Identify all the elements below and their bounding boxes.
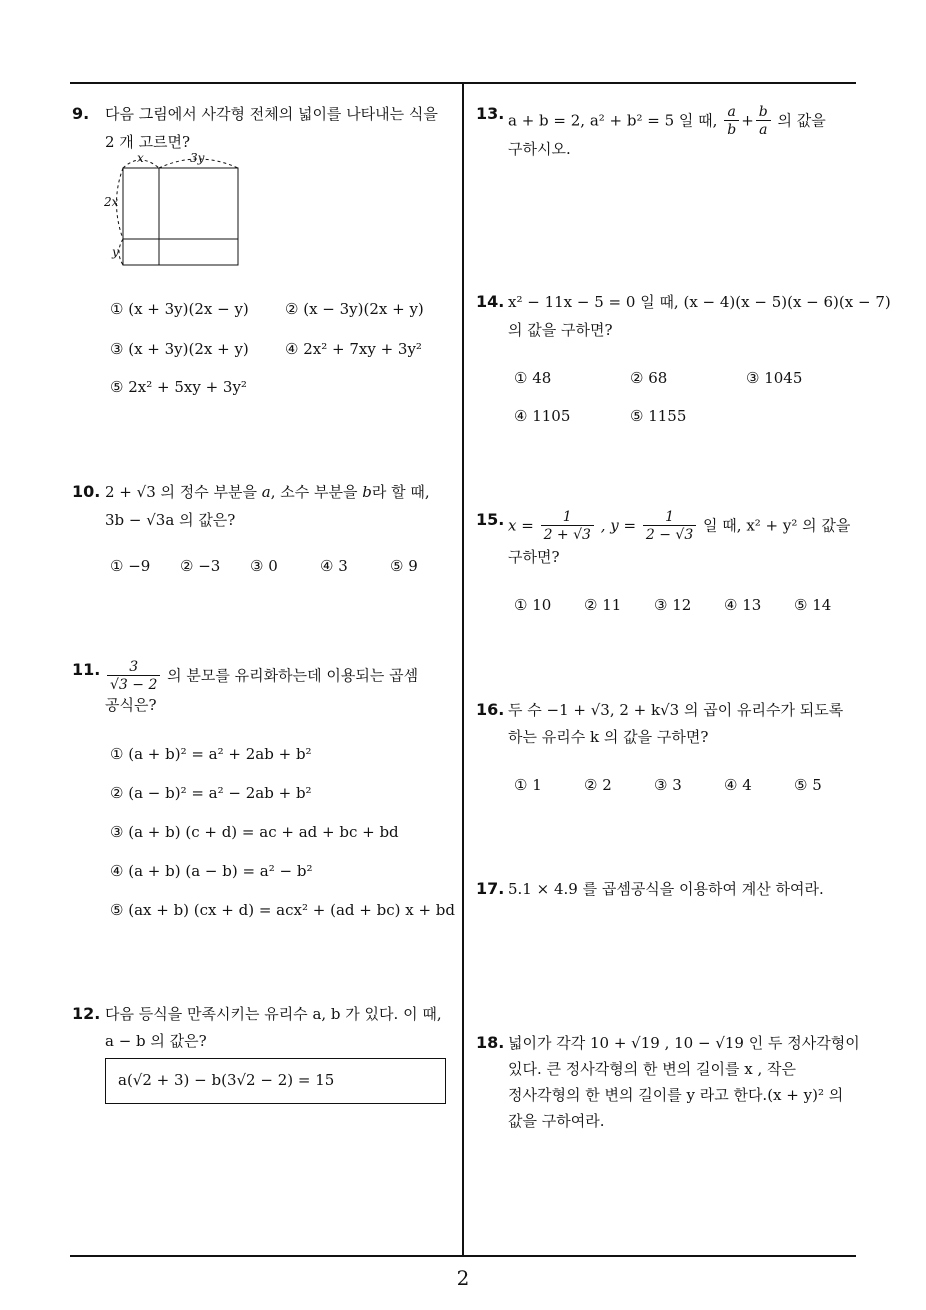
question-number: 18. — [476, 1033, 505, 1052]
choice-5: ⑤ 5 — [794, 776, 822, 794]
text-segment: 일 때, x² + y² 의 값을 — [703, 516, 851, 535]
fraction-denominator: 2 + √3 — [543, 527, 591, 543]
page-number: 2 — [456, 1266, 470, 1290]
question-text-line-2: 구하면? — [508, 548, 560, 566]
question-text-line-4: 값을 구하여라. — [508, 1112, 605, 1130]
question-text-line-2: 공식은? — [105, 696, 157, 714]
variable-a: a — [261, 483, 271, 501]
text-segment: a + b = 2, a² + b² = 5 일 때, — [508, 111, 718, 130]
choice-4: ④ 3 — [320, 557, 348, 575]
fraction-numerator: 1 — [643, 509, 696, 526]
question-text-line-1: 5.1 × 4.9 를 곱셈공식을 이용하여 계산 하여라. — [508, 880, 824, 898]
question-number: 13. — [476, 104, 505, 123]
question-text-line-2: 2 개 고르면? — [105, 133, 191, 151]
rectangle-area-figure — [100, 148, 250, 273]
fraction-y — [643, 509, 696, 544]
choice-3: ③ 0 — [250, 557, 278, 575]
question-text-line-2: 3b − √3a 의 값은? — [105, 511, 236, 529]
choice-4: ④ 13 — [724, 596, 762, 614]
question-number: 15. — [476, 510, 505, 529]
question-number: 17. — [476, 879, 505, 898]
figure-label-2x: 2x — [104, 195, 119, 209]
figure-label-x: x — [137, 151, 144, 165]
question-text-line-2: 하는 유리수 k 의 값을 구하면? — [508, 728, 709, 746]
choice-5: ⑤ (ax + b) (cx + d) = acx² + (ad + bc) x + bd — [110, 901, 455, 919]
choice-2: ② 2 — [584, 776, 612, 794]
choice-3: ③ (a + b) (c + d) = ac + ad + bc + bd — [110, 823, 399, 841]
equation-box — [105, 1058, 446, 1104]
choice-1: ① 48 — [514, 369, 552, 387]
fraction-numerator: 1 — [541, 509, 594, 526]
text-segment: 의 값을 — [777, 111, 826, 130]
choice-5: ⑤ 2x² + 5xy + 3y² — [110, 378, 247, 396]
choice-4: ④ 2x² + 7xy + 3y² — [285, 340, 422, 358]
fraction — [107, 659, 160, 694]
choice-2: ② (a − b)² = a² − 2ab + b² — [110, 784, 312, 802]
choice-5: ⑤ 9 — [390, 557, 418, 575]
variable-b: b — [362, 483, 372, 501]
choice-1: ① (x + 3y)(2x − y) — [110, 300, 249, 318]
text-segment: 의 분모를 유리화하는데 이용되는 곱셈 — [167, 666, 419, 685]
choice-3: ③ 1045 — [746, 369, 803, 387]
plus-sign: + — [741, 111, 754, 130]
text-segment: x = — [508, 516, 534, 535]
choice-2: ② 68 — [630, 369, 668, 387]
text-segment: , 소수 부분을 — [270, 483, 363, 501]
question-text-line-1 — [105, 659, 418, 694]
question-text-line-3: 정사각형의 한 변의 길이를 y 라고 한다.(x + y)² 의 — [508, 1086, 844, 1104]
choice-3: ③ 12 — [654, 596, 692, 614]
question-text-line-1: 넓이가 각각 10 + √19 , 10 − √19 인 두 정사각형이 — [508, 1034, 860, 1052]
fraction-numerator: 3 — [107, 659, 160, 676]
choice-2: ② 11 — [584, 596, 622, 614]
question-text-line-1: 두 수 −1 + √3, 2 + k√3 의 곱이 유리수가 되도록 — [508, 701, 844, 719]
column-divider — [462, 82, 464, 1257]
choice-1: ① 10 — [514, 596, 552, 614]
choice-1: ① (a + b)² = a² + 2ab + b² — [110, 745, 312, 763]
figure-label-3y: 3y — [190, 151, 205, 165]
choice-3: ③ (x + 3y)(2x + y) — [110, 340, 249, 358]
choice-5: ⑤ 1155 — [630, 407, 687, 425]
question-text-line-2: a − b 의 값은? — [105, 1032, 207, 1050]
question-number: 12. — [72, 1004, 101, 1023]
question-text-line-2: 구하시오. — [508, 140, 571, 158]
question-text-line-2: 있다. 큰 정사각형의 한 변의 길이를 x , 작은 — [508, 1060, 796, 1078]
choice-4: ④ (a + b) (a − b) = a² − b² — [110, 862, 313, 880]
choice-1: ① −9 — [110, 557, 151, 575]
question-number: 14. — [476, 292, 505, 311]
question-number: 11. — [72, 660, 101, 679]
question-text-line-1: 다음 등식을 만족시키는 유리수 a, b 가 있다. 이 때, — [105, 1005, 442, 1023]
bottom-rule — [70, 1255, 856, 1257]
equation: a(√2 + 3) − b(3√2 − 2) = 15 — [118, 1071, 335, 1089]
choice-2: ② −3 — [180, 557, 221, 575]
question-text-line-1: x² − 11x − 5 = 0 일 때, (x − 4)(x − 5)(x − 6)(x − 7) — [508, 293, 891, 311]
fraction-a-over-b — [724, 104, 739, 139]
fraction-x — [541, 509, 594, 544]
question-text-line-1: 다음 그림에서 사각형 전체의 넓이를 나타내는 식을 — [105, 105, 438, 123]
fraction-numerator: a — [724, 104, 739, 121]
choice-5: ⑤ 14 — [794, 596, 832, 614]
figure-label-y: y — [112, 245, 119, 259]
text-segment: , y = — [600, 516, 637, 535]
choice-4: ④ 4 — [724, 776, 752, 794]
text-segment: 라 할 때, — [371, 483, 430, 501]
question-number: 9. — [72, 104, 90, 123]
choice-2: ② (x − 3y)(2x + y) — [285, 300, 424, 318]
fraction-numerator: b — [756, 104, 771, 121]
choice-1: ① 1 — [514, 776, 542, 794]
question-text-line-1 — [508, 509, 850, 544]
choice-4: ④ 1105 — [514, 407, 571, 425]
fraction-b-over-a — [756, 104, 771, 139]
fraction-denominator: √3 − 2 — [110, 677, 158, 693]
fraction-denominator: 2 − √3 — [645, 527, 694, 543]
question-text-line-2: 의 값을 구하면? — [508, 321, 613, 339]
choice-3: ③ 3 — [654, 776, 682, 794]
question-text-line-1 — [105, 477, 430, 507]
question-number: 10. — [72, 482, 101, 501]
question-number: 16. — [476, 700, 505, 719]
fraction-denominator: a — [759, 122, 768, 138]
text-segment: 2 + √3 의 정수 부분을 — [105, 483, 262, 501]
fraction-denominator: b — [727, 122, 737, 138]
